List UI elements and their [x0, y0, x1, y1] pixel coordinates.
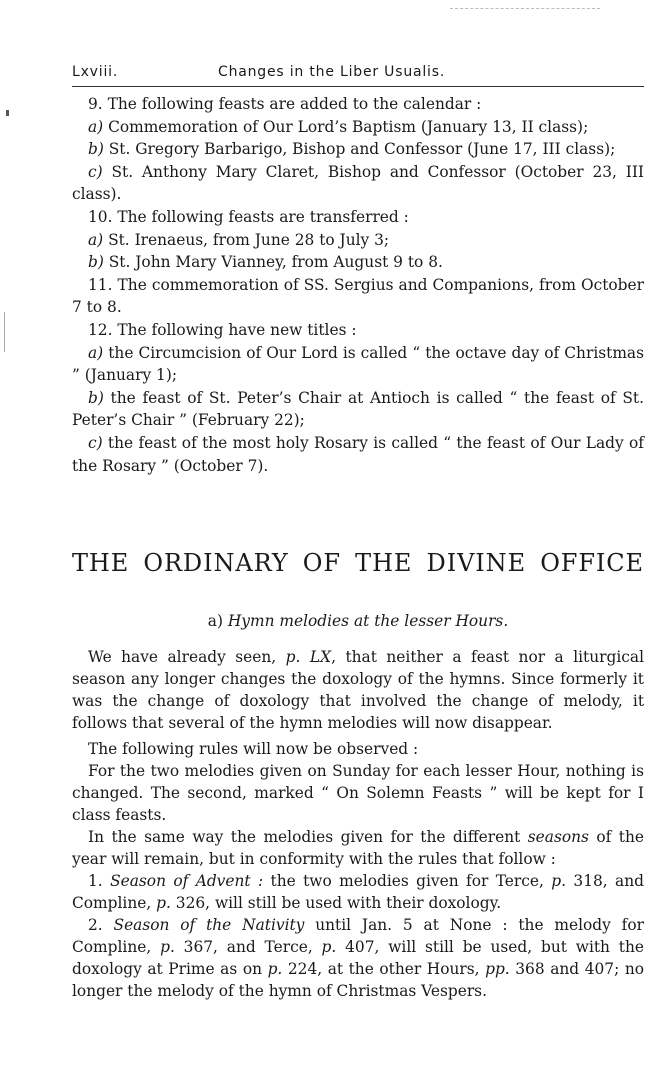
item-text: Commemoration of Our Lord’s Baptism (January 13, II class);: [103, 117, 589, 136]
item-12: 12. The following have new titles :: [88, 320, 357, 339]
scan-artifact-bar: [4, 312, 5, 352]
emphasis: seasons: [527, 828, 589, 846]
page-ref: p.: [267, 960, 283, 978]
section-heading: [72, 549, 644, 577]
subsection-label: a): [207, 612, 223, 630]
text-run: 318, and Compline,: [72, 872, 645, 912]
item-text: the feast of St. Peter’s Chair at Antioch is called “ the feast of St. Peter’s Chair ” (February 22);: [72, 388, 644, 430]
paragraph: The following rules will now be observed :: [88, 740, 419, 758]
item-label: b): [88, 140, 104, 159]
rule-number: 2.: [88, 916, 114, 934]
item-10a: [72, 229, 644, 252]
paragraph: For the two melodies given on Sunday for each lesser Hour, nothing is changed. The second, marked “ On Solemn Feasts ” will be kept for I class feasts.: [72, 762, 644, 824]
item-9c: [72, 161, 644, 206]
text-run: 368 and 407; no longer the melody of the hymn of Christmas Vespers.: [72, 960, 645, 1000]
item-12a: [72, 342, 644, 387]
page-ref: p.: [160, 938, 175, 956]
item-12c: [72, 432, 644, 477]
subsection-title: [72, 612, 644, 630]
heading-word: THE: [355, 549, 413, 577]
header-rule: [72, 86, 644, 87]
item-label: a): [88, 230, 104, 249]
text-run: 407, will still be used, but with the doxology at Prime as on: [72, 938, 645, 978]
rule-2: [72, 914, 644, 1002]
item-label: c): [88, 433, 103, 452]
item-text: St. Gregory Barbarigo, Bishop and Confessor (June 17, III class);: [103, 140, 616, 159]
item-text: the Circumcision of Our Lord is called “ the octave day of Christmas ” (January 1);: [72, 343, 644, 385]
item-label: b): [88, 253, 104, 272]
text-run: the two melodies given for Terce,: [263, 872, 552, 890]
item-12b: [72, 387, 644, 432]
page-ref: p.: [156, 894, 171, 912]
item-text: St. Anthony Mary Claret, Bishop and Confessor (October 23, III class).: [72, 162, 644, 204]
text-run: of the year will remain, but in conformity with the rules that follow :: [72, 828, 644, 868]
changes-list: [72, 93, 644, 477]
heading-word: ORDINARY: [143, 549, 289, 577]
paragraph: [72, 646, 644, 734]
text-run: 326, will still be used with their doxology.: [170, 894, 502, 912]
text-run: until Jan. 5 at None : the melody for Compline,: [72, 916, 644, 956]
item-label: b): [88, 388, 104, 407]
page-ref: p. LX: [285, 648, 332, 666]
running-title: Changes in the Liber Usualis.: [218, 64, 446, 80]
page-ref: p.: [551, 872, 567, 890]
item-label: a): [88, 117, 104, 136]
item-9: 9. The following feasts are added to the calendar :: [88, 95, 482, 113]
rule-number: 1.: [88, 872, 111, 890]
text-run: In the same way the melodies given for the different: [88, 828, 528, 846]
paragraph: [72, 826, 644, 870]
season-name: Season of Advent :: [110, 872, 264, 890]
season-name: Season of the Nativity: [113, 916, 305, 934]
text-run: We have already seen,: [88, 648, 286, 666]
page-ref: pp.: [485, 960, 510, 978]
item-text: St. Irenaeus, from June 28 to July 3;: [103, 230, 390, 249]
item-9a: [72, 116, 644, 139]
item-10: 10. The following feasts are transferred :: [88, 207, 409, 226]
item-text: St. John Mary Vianney, from August 9 to 8.: [103, 253, 443, 272]
text-run: 224, at the other Hours,: [282, 960, 486, 978]
heading-word: DIVINE: [426, 549, 527, 577]
heading-word: OFFICE: [540, 549, 644, 577]
heading-word: OF: [302, 549, 341, 577]
text-run: 367, and Terce,: [174, 938, 322, 956]
ordinary-body: [72, 646, 644, 1002]
rule-1: [72, 870, 644, 914]
item-text: the feast of the most holy Rosary is called “ the feast of Our Lady of the Rosary ” (October 7).: [72, 433, 644, 475]
item-label: a): [88, 343, 104, 362]
item-9b: [72, 138, 644, 161]
heading-word: THE: [72, 549, 130, 577]
page-folio: Lxviii.: [72, 64, 119, 80]
item-label: c): [88, 162, 103, 181]
scan-artifact-line: [450, 8, 600, 9]
subsection-text: Hymn melodies at the lesser Hours.: [227, 612, 509, 630]
page-ref: p.: [321, 938, 337, 956]
scan-artifact-mark: [6, 110, 9, 116]
item-11: 11. The commemoration of SS. Sergius and Companions, from October 7 to 8.: [72, 275, 644, 317]
running-head: [72, 58, 644, 84]
text-run: , that neither a feast nor a liturgical season any longer changes the doxology of the hymns. Since formerly it was the change of doxology that involved the change of melody, it follows that several of the hymn melodies will now disappear.: [72, 648, 644, 732]
item-10b: [72, 251, 644, 274]
